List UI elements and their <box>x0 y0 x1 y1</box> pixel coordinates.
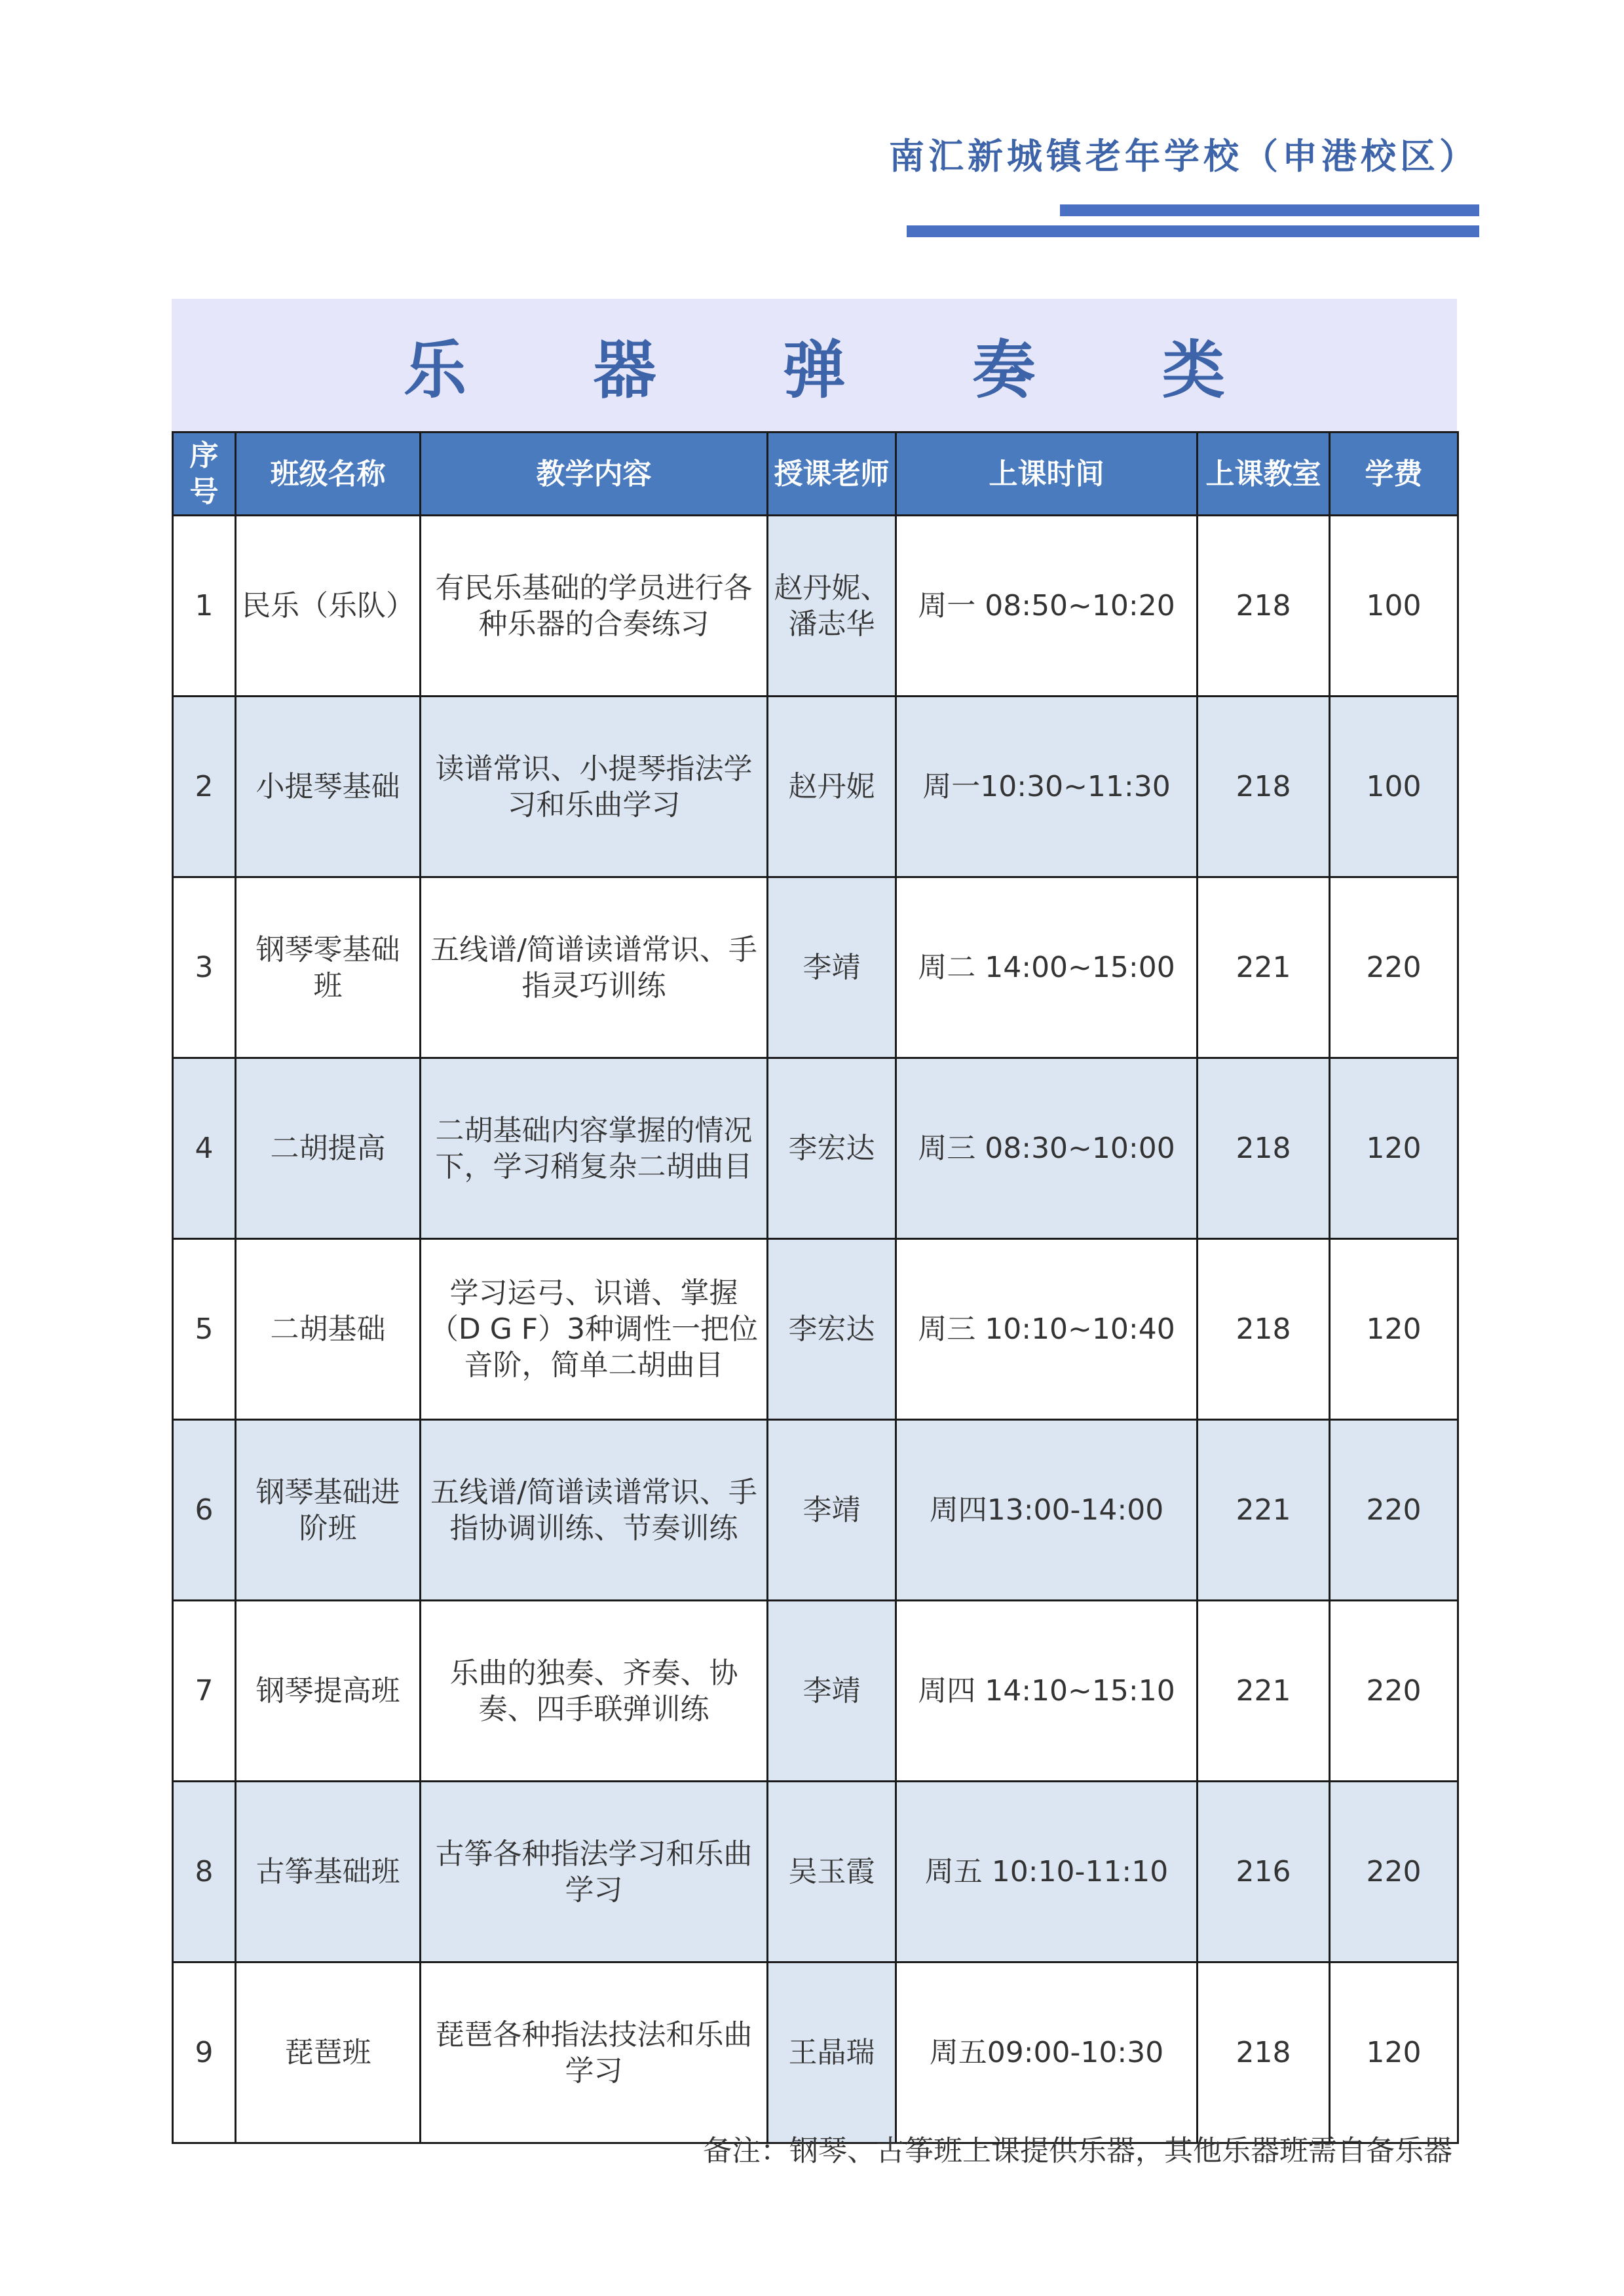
table-row <box>173 877 1458 1058</box>
cell-content: 五线谱/简谱读谱常识、手指协调训练、节奏训练 <box>421 1420 768 1601</box>
cell-teacher: 赵丹妮 <box>768 697 896 877</box>
cell-content: 读谱常识、小提琴指法学习和乐曲学习 <box>421 697 768 877</box>
cell-time: 周二 14:00~15:00 <box>896 877 1198 1058</box>
course-schedule-table <box>172 431 1459 2144</box>
cell-class: 钢琴零基础班 <box>236 877 421 1058</box>
cell-fee: 100 <box>1330 516 1458 697</box>
cell-time: 周四 14:10~15:10 <box>896 1601 1198 1782</box>
cell-no: 7 <box>173 1601 236 1782</box>
cell-content: 琵琶各种指法技法和乐曲学习 <box>421 1962 768 2143</box>
table-row <box>173 1420 1458 1601</box>
cell-fee: 220 <box>1330 1601 1458 1782</box>
cell-class: 琵琶班 <box>236 1962 421 2143</box>
cell-no: 4 <box>173 1058 236 1239</box>
cell-fee: 120 <box>1330 1239 1458 1420</box>
table-row <box>173 1962 1458 2143</box>
cell-time: 周五09:00-10:30 <box>896 1962 1198 2143</box>
table-row <box>173 697 1458 877</box>
cell-room: 221 <box>1198 1420 1330 1601</box>
cell-time: 周一 08:50~10:20 <box>896 516 1198 697</box>
cell-time: 周五 10:10-11:10 <box>896 1782 1198 1962</box>
cell-teacher: 吴玉霞 <box>768 1782 896 1962</box>
table-row <box>173 1058 1458 1239</box>
column-header-teacher: 授课老师 <box>768 432 896 516</box>
cell-fee: 100 <box>1330 697 1458 877</box>
cell-fee: 120 <box>1330 1058 1458 1239</box>
cell-fee: 220 <box>1330 1420 1458 1601</box>
cell-class: 钢琴基础进阶班 <box>236 1420 421 1601</box>
cell-class: 小提琴基础 <box>236 697 421 877</box>
cell-room: 221 <box>1198 1601 1330 1782</box>
cell-no: 3 <box>173 877 236 1058</box>
footnote: 备注：钢琴、古筝班上课提供乐器，其他乐器班需自备乐器 <box>703 2134 1452 2168</box>
cell-teacher: 赵丹妮、潘志华 <box>768 516 896 697</box>
cell-teacher: 王晶瑞 <box>768 1962 896 2143</box>
cell-no: 1 <box>173 516 236 697</box>
cell-content: 五线谱/简谱读谱常识、手指灵巧训练 <box>421 877 768 1058</box>
cell-room: 218 <box>1198 1058 1330 1239</box>
cell-no: 5 <box>173 1239 236 1420</box>
table-row <box>173 516 1458 697</box>
table-row <box>173 1239 1458 1420</box>
cell-time: 周三 10:10~10:40 <box>896 1239 1198 1420</box>
cell-teacher: 李宏达 <box>768 1239 896 1420</box>
cell-room: 218 <box>1198 697 1330 877</box>
cell-content: 乐曲的独奏、齐奏、协奏、四手联弹训练 <box>421 1601 768 1782</box>
column-header-class: 班级名称 <box>236 432 421 516</box>
cell-teacher: 李靖 <box>768 1420 896 1601</box>
cell-no: 8 <box>173 1782 236 1962</box>
cell-class: 民乐（乐队） <box>236 516 421 697</box>
column-header-content: 教学内容 <box>421 432 768 516</box>
cell-content: 学习运弓、识谱、掌握（D G F）3种调性一把位音阶，简单二胡曲目 <box>421 1239 768 1420</box>
cell-teacher: 李靖 <box>768 1601 896 1782</box>
cell-content: 二胡基础内容掌握的情况下，学习稍复杂二胡曲目 <box>421 1058 768 1239</box>
category-banner <box>172 299 1457 431</box>
table-row <box>173 1782 1458 1962</box>
header-accent-bar-bottom <box>907 225 1479 237</box>
cell-no: 6 <box>173 1420 236 1601</box>
cell-teacher: 李靖 <box>768 877 896 1058</box>
cell-class: 钢琴提高班 <box>236 1601 421 1782</box>
cell-room: 218 <box>1198 1962 1330 2143</box>
cell-room: 221 <box>1198 877 1330 1058</box>
cell-content: 古筝各种指法学习和乐曲学习 <box>421 1782 768 1962</box>
column-header-time: 上课时间 <box>896 432 1198 516</box>
cell-content: 有民乐基础的学员进行各种乐器的合奏练习 <box>421 516 768 697</box>
table-header-row <box>173 432 1458 516</box>
cell-class: 古筝基础班 <box>236 1782 421 1962</box>
cell-room: 218 <box>1198 1239 1330 1420</box>
cell-teacher: 李宏达 <box>768 1058 896 1239</box>
table-row <box>173 1601 1458 1782</box>
category-title: 乐 器 弹 奏 类 <box>404 333 1277 407</box>
school-title: 南汇新城镇老年学校（申港校区） <box>889 136 1479 177</box>
cell-time: 周一10:30~11:30 <box>896 697 1198 877</box>
cell-fee: 220 <box>1330 1782 1458 1962</box>
column-header-fee: 学费 <box>1330 432 1458 516</box>
column-header-no: 序号 <box>173 432 236 516</box>
cell-class: 二胡基础 <box>236 1239 421 1420</box>
cell-time: 周四13:00-14:00 <box>896 1420 1198 1601</box>
cell-time: 周三 08:30~10:00 <box>896 1058 1198 1239</box>
cell-room: 218 <box>1198 516 1330 697</box>
cell-room: 216 <box>1198 1782 1330 1962</box>
cell-no: 2 <box>173 697 236 877</box>
cell-fee: 220 <box>1330 877 1458 1058</box>
cell-class: 二胡提高 <box>236 1058 421 1239</box>
header-accent-bar-top <box>1060 204 1479 216</box>
cell-no: 9 <box>173 1962 236 2143</box>
cell-fee: 120 <box>1330 1962 1458 2143</box>
column-header-room: 上课教室 <box>1198 432 1330 516</box>
